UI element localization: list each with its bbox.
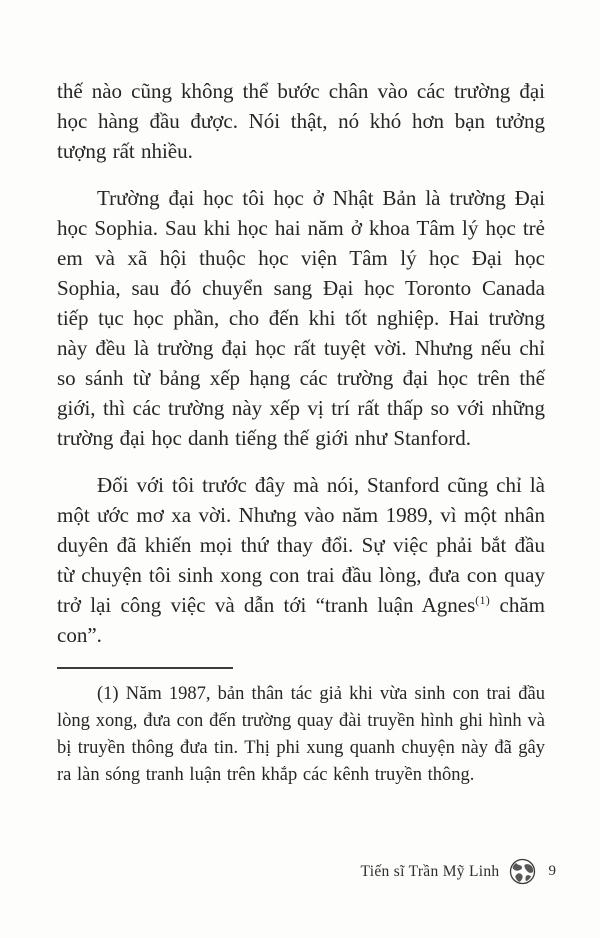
paragraph-continuation: thế nào cũng không thể bước chân vào các trường đại học hàng đầu được. Nói thật, nó khó hơn bạn tưởng tượng rất nhiều. bbox=[57, 79, 545, 163]
paragraph-text: Đối với tôi trước đây mà nói, Stanford cũng chỉ là một ước mơ xa vời. Nhưng vào năm 1989, vì một nhân duyên đã khiến mọi thứ thay đổi. Sự việc phải bắt đầu từ chuyện tôi sinh xong con trai đầu lòng, đưa con quay trở lại công việc và dẫn tới “tranh luận Agnes bbox=[57, 473, 545, 617]
paragraph bbox=[57, 470, 545, 650]
footnote-separator bbox=[57, 667, 233, 669]
footnote-marker: (1) bbox=[475, 595, 491, 607]
text-block bbox=[57, 76, 545, 650]
paragraph: Trường đại học tôi học ở Nhật Bản là trường Đại học Sophia. Sau khi học hai năm ở khoa Tâm lý học trẻ em và xã hội thuộc học viện Tâm lý học Đại học Sophia, sau đó chuyển sang Đại học Toronto Canada tiếp tục học phần, cho đến khi tốt nghiệp. Hai trường này đều là trường đại học rất tuyệt vời. Nhưng nếu chỉ so sánh từ bảng xếp hạng các trường đại học trên thế giới, thì các trường này xếp vị trí rất thấp so với những trường đại học danh tiếng thế giới như Stanford. bbox=[57, 186, 545, 450]
author-name: Tiến sĩ Trần Mỹ Linh bbox=[360, 862, 500, 880]
footnote-text: (1) Năm 1987, bản thân tác giả khi vừa sinh con trai đầu lòng xong, đưa con đến trường quay đài truyền hình ghi hình và bị truyền thông đưa tin. Thị phi xung quanh chuyện này đã gây ra làn sóng tranh luận trên khắp các kênh truyền thông. bbox=[57, 684, 545, 785]
page-number: 9 bbox=[548, 863, 556, 879]
globe-icon bbox=[509, 858, 536, 885]
paragraph-text: chăm con”. bbox=[57, 593, 545, 647]
page-footer bbox=[361, 858, 556, 885]
